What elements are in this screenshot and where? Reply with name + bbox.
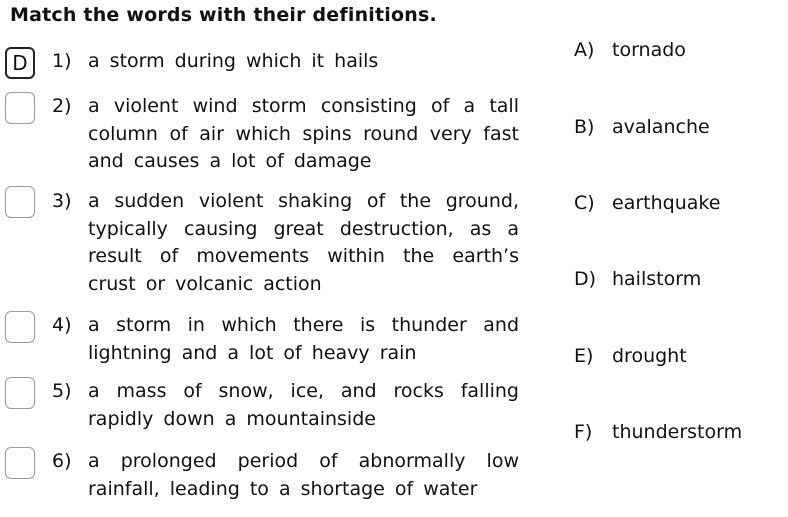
answer-word: thunderstorm <box>612 421 743 443</box>
question-definition: a sudden violent shaking of the ground, typically causing great destruction, as a result of movements within the earth’s crust or volcanic action <box>88 190 519 295</box>
answer-letter: F) <box>574 421 593 443</box>
answer-word: drought <box>612 345 687 367</box>
answer-option <box>574 345 687 367</box>
question-definition: a mass of snow, ice, and rocks falling rapidly down a mountainside <box>88 380 519 430</box>
question-definition: a prolonged period of abnormally low rainfall, leading to a shortage of water <box>88 450 519 500</box>
answer-input-box[interactable] <box>5 92 35 124</box>
answer-input-box[interactable]: D <box>5 47 35 79</box>
answer-letter: B) <box>574 116 595 138</box>
question-number: 2) <box>52 95 72 117</box>
answer-option <box>574 116 710 138</box>
answer-option <box>574 192 720 214</box>
answer-letter: E) <box>574 345 594 367</box>
question-number: 3) <box>52 190 72 212</box>
question-number: 4) <box>52 314 72 336</box>
answer-letter: D) <box>574 268 597 290</box>
answer-letter: C) <box>574 192 595 214</box>
answer-option <box>574 39 686 61</box>
answer-option <box>574 421 742 443</box>
question-definition: a storm during which it hails <box>88 50 379 72</box>
question-definition: a storm in which there is thunder and lightning and a lot of heavy rain <box>88 314 519 364</box>
answer-word: earthquake <box>612 192 721 214</box>
worksheet-title: Match the words with their definitions. <box>10 4 437 26</box>
answer-option <box>574 268 701 290</box>
question-definition: a violent wind storm consisting of a tall column of air which spins round very fast and causes a lot of damage <box>88 95 519 172</box>
answer-word: tornado <box>612 39 686 61</box>
question-number: 5) <box>52 380 72 402</box>
question-number: 6) <box>52 450 72 472</box>
answer-letter: A) <box>574 39 595 61</box>
answer-input-box[interactable] <box>5 447 35 479</box>
answer-input-box[interactable] <box>5 311 35 343</box>
answer-word: avalanche <box>612 116 710 138</box>
answer-word: hailstorm <box>612 268 702 290</box>
question-number: 1) <box>52 50 72 72</box>
answer-input-box[interactable] <box>5 186 35 218</box>
answer-input-box[interactable] <box>5 377 35 409</box>
